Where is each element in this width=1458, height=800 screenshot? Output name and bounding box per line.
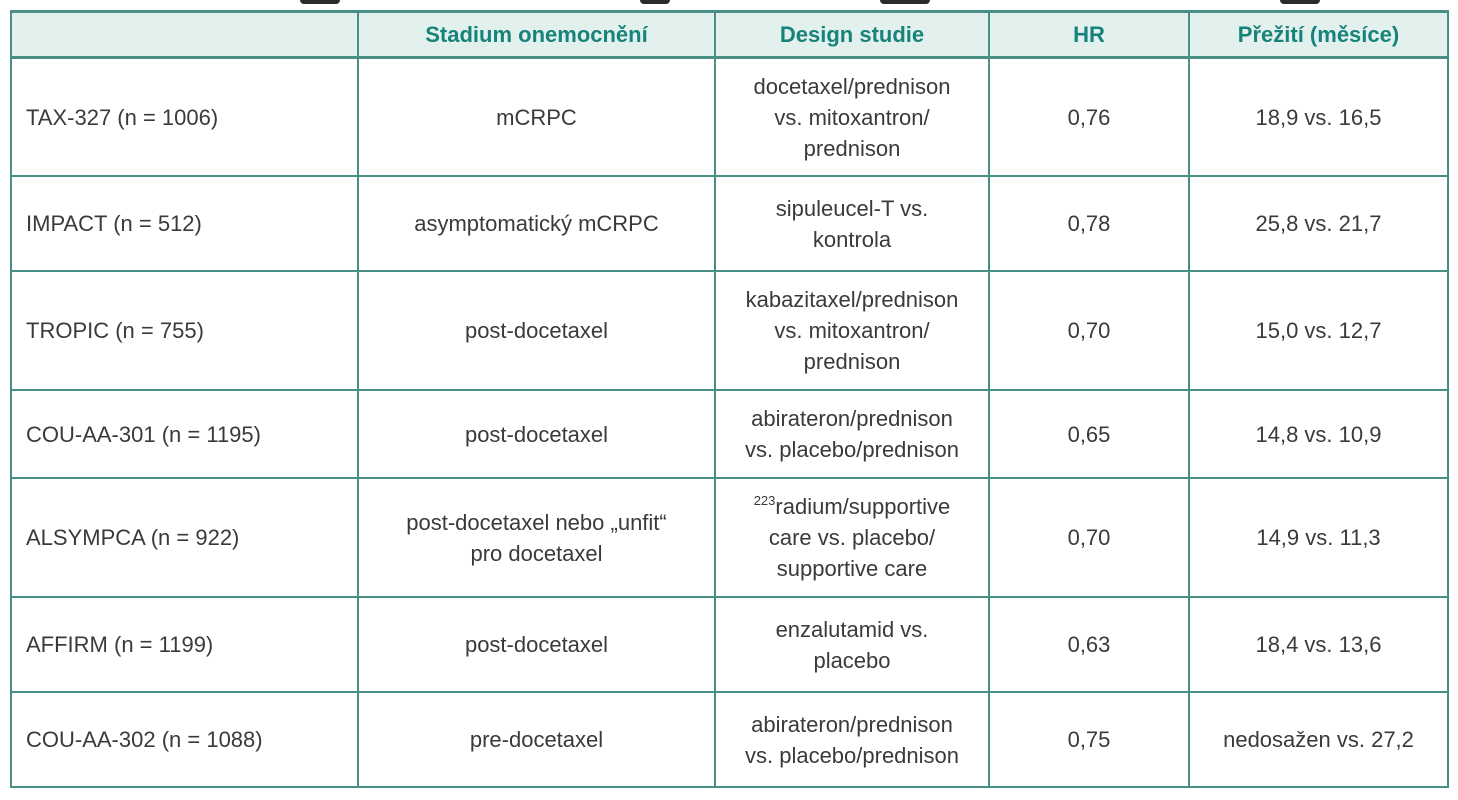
design-line (726, 491, 978, 522)
table-row (11, 271, 1448, 390)
study-name: COU-AA-301 (n = 1195) (11, 390, 358, 478)
design-line: vs. mitoxantron/ (774, 104, 930, 130)
stage-line: post-docetaxel (464, 632, 609, 658)
stage-line: mCRPC (496, 104, 577, 130)
table-row (11, 58, 1448, 177)
header-survival: Přežití (měsíce) (1189, 12, 1448, 58)
stage-line: post-docetaxel (464, 318, 609, 343)
table-row (11, 692, 1448, 787)
survival-months: 14,8 vs. 10,9 (1189, 390, 1448, 478)
design-line: vs. mitoxantron/ (774, 318, 930, 343)
design-line: sipuleucel-T vs. (775, 195, 929, 221)
table-row (11, 390, 1448, 478)
header-stage: Stadium onemocnění (358, 12, 715, 58)
study-name: AFFIRM (n = 1199) (11, 597, 358, 692)
hazard-ratio: 0,65 (989, 390, 1189, 478)
header-study (11, 12, 358, 58)
disease-stage (358, 176, 715, 271)
clinical-trials-table (10, 10, 1449, 788)
table-row (11, 597, 1448, 692)
hazard-ratio: 0,70 (989, 478, 1189, 597)
study-design (715, 478, 989, 597)
stage-line: post-docetaxel nebo „unfit“ (406, 509, 667, 535)
design-line: kontrola (812, 226, 892, 252)
survival-months: 18,4 vs. 13,6 (1189, 597, 1448, 692)
survival-months: 14,9 vs. 11,3 (1189, 478, 1448, 597)
study-design (715, 176, 989, 271)
design-line: abirateron/prednison (751, 711, 953, 737)
disease-stage (358, 692, 715, 787)
header-hr: HR (989, 12, 1189, 58)
design-line: vs. placebo/prednison (744, 437, 960, 463)
isotope-superscript: 223 (753, 493, 776, 509)
study-name: IMPACT (n = 512) (11, 176, 358, 271)
stage-line: pre-docetaxel (469, 727, 604, 752)
disease-stage (358, 597, 715, 692)
table-body (11, 58, 1448, 788)
disease-stage (358, 58, 715, 177)
design-line: prednison (803, 135, 901, 161)
study-name: COU-AA-302 (n = 1088) (11, 692, 358, 787)
hazard-ratio: 0,75 (989, 692, 1189, 787)
design-line: vs. placebo/prednison (744, 742, 960, 768)
design-line-text: radium/supportive (775, 494, 951, 520)
design-line: supportive care (776, 556, 928, 582)
design-line: kabazitaxel/prednison (745, 287, 959, 312)
cropped-caption-remnant (0, 0, 1458, 8)
hazard-ratio: 0,78 (989, 176, 1189, 271)
disease-stage (358, 271, 715, 390)
survival-months: 18,9 vs. 16,5 (1189, 58, 1448, 177)
design-line: prednison (803, 349, 901, 374)
stage-line: pro docetaxel (470, 540, 603, 566)
study-design (715, 271, 989, 390)
hazard-ratio: 0,63 (989, 597, 1189, 692)
study-name: TAX-327 (n = 1006) (11, 58, 358, 177)
survival-months: nedosažen vs. 27,2 (1189, 692, 1448, 787)
design-line: abirateron/prednison (751, 406, 953, 432)
design-line: docetaxel/prednison (753, 73, 951, 99)
study-design (715, 692, 989, 787)
table-row (11, 176, 1448, 271)
design-line: placebo (813, 647, 891, 673)
study-design (715, 390, 989, 478)
design-line: care vs. placebo/ (768, 525, 936, 551)
table-header (11, 12, 1448, 58)
study-name: ALSYMPCA (n = 922) (11, 478, 358, 597)
table-row (11, 478, 1448, 597)
hazard-ratio: 0,70 (989, 271, 1189, 390)
disease-stage (358, 390, 715, 478)
stage-line: asymptomatický mCRPC (414, 211, 659, 237)
study-design (715, 597, 989, 692)
study-name: TROPIC (n = 755) (11, 271, 358, 390)
survival-months: 25,8 vs. 21,7 (1189, 176, 1448, 271)
stage-line: post-docetaxel (464, 421, 609, 447)
design-line: enzalutamid vs. (775, 616, 929, 642)
disease-stage (358, 478, 715, 597)
header-design: Design studie (715, 12, 989, 58)
survival-months: 15,0 vs. 12,7 (1189, 271, 1448, 390)
study-design (715, 58, 989, 177)
header-row (11, 12, 1448, 58)
hazard-ratio: 0,76 (989, 58, 1189, 177)
